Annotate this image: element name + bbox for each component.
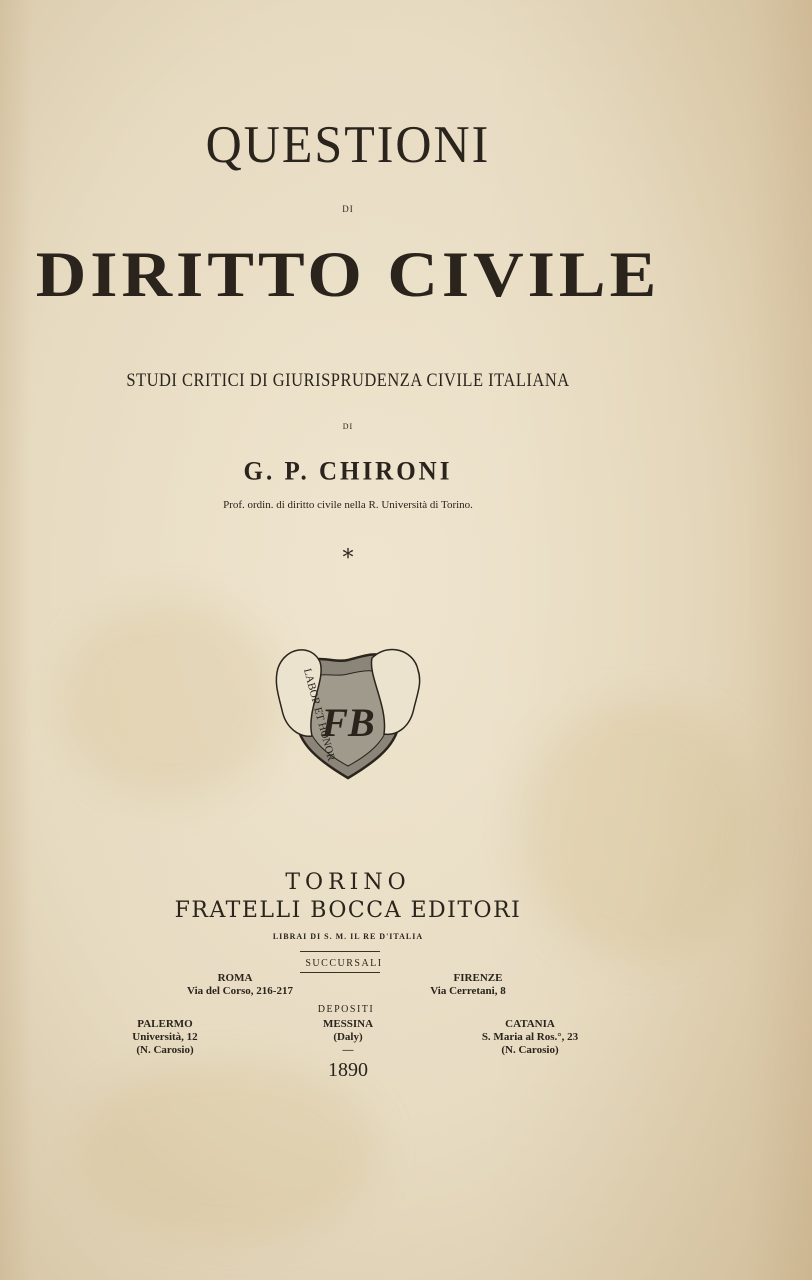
title-line-2: DIRITTO CIVILE <box>35 240 661 311</box>
depot-agent: (N. Carosio) <box>501 1044 559 1056</box>
by-connector: DI <box>342 422 354 431</box>
depot-messina <box>280 1018 416 1057</box>
title-line-1: QUESTIONI <box>205 114 491 174</box>
depot-address: S. Maria al Ros.°, 23 <box>481 1031 579 1043</box>
motto-text: LABOR ET HONOR <box>300 667 338 763</box>
branch-address: Via del Corso, 216-217 <box>187 985 293 997</box>
depot-city: PALERMO <box>137 1018 193 1030</box>
depot-agent: (N. Carosio) <box>136 1044 194 1056</box>
publisher-name: FRATELLI BOCCA EDITORI <box>174 898 522 923</box>
branch-city: ROMA <box>217 972 253 984</box>
branch-roma <box>150 972 330 998</box>
divider <box>300 951 380 952</box>
succursali-label: SUCCURSALI <box>305 958 383 969</box>
author-title: Prof. ordin. di diritto civile nella R. Università di Torino. <box>223 499 473 511</box>
depot-agent: — <box>342 1044 354 1056</box>
publisher-city: TORINO <box>285 870 411 895</box>
author-name: G. P. CHIRONI <box>243 457 453 486</box>
subtitle: STUDI CRITICI DI GIURISPRUDENZA CIVILE ITALIANA <box>126 368 570 391</box>
depot-address: (Daly) <box>333 1031 363 1043</box>
publisher-note: LIBRAI DI S. M. IL RE D'ITALIA <box>272 932 424 941</box>
emblem-monogram: FB <box>321 700 375 745</box>
depot-address: Università, 12 <box>132 1031 198 1043</box>
branch-city: FIRENZE <box>453 972 503 984</box>
paper-stain <box>80 1060 380 1240</box>
publication-year: 1890 <box>328 1059 368 1081</box>
branch-address: Via Cerretani, 8 <box>430 985 506 997</box>
depositi-label: DEPOSITI <box>317 1004 375 1015</box>
paper-stain <box>60 600 280 800</box>
branch-firenze <box>378 972 558 998</box>
depot-palermo <box>90 1018 240 1057</box>
publisher-emblem <box>272 640 424 790</box>
title-connector: DI <box>342 204 354 214</box>
volume-mark: * <box>342 546 354 571</box>
depot-city: CATANIA <box>505 1018 555 1030</box>
depot-catania <box>450 1018 610 1057</box>
depot-city: MESSINA <box>322 1018 374 1030</box>
